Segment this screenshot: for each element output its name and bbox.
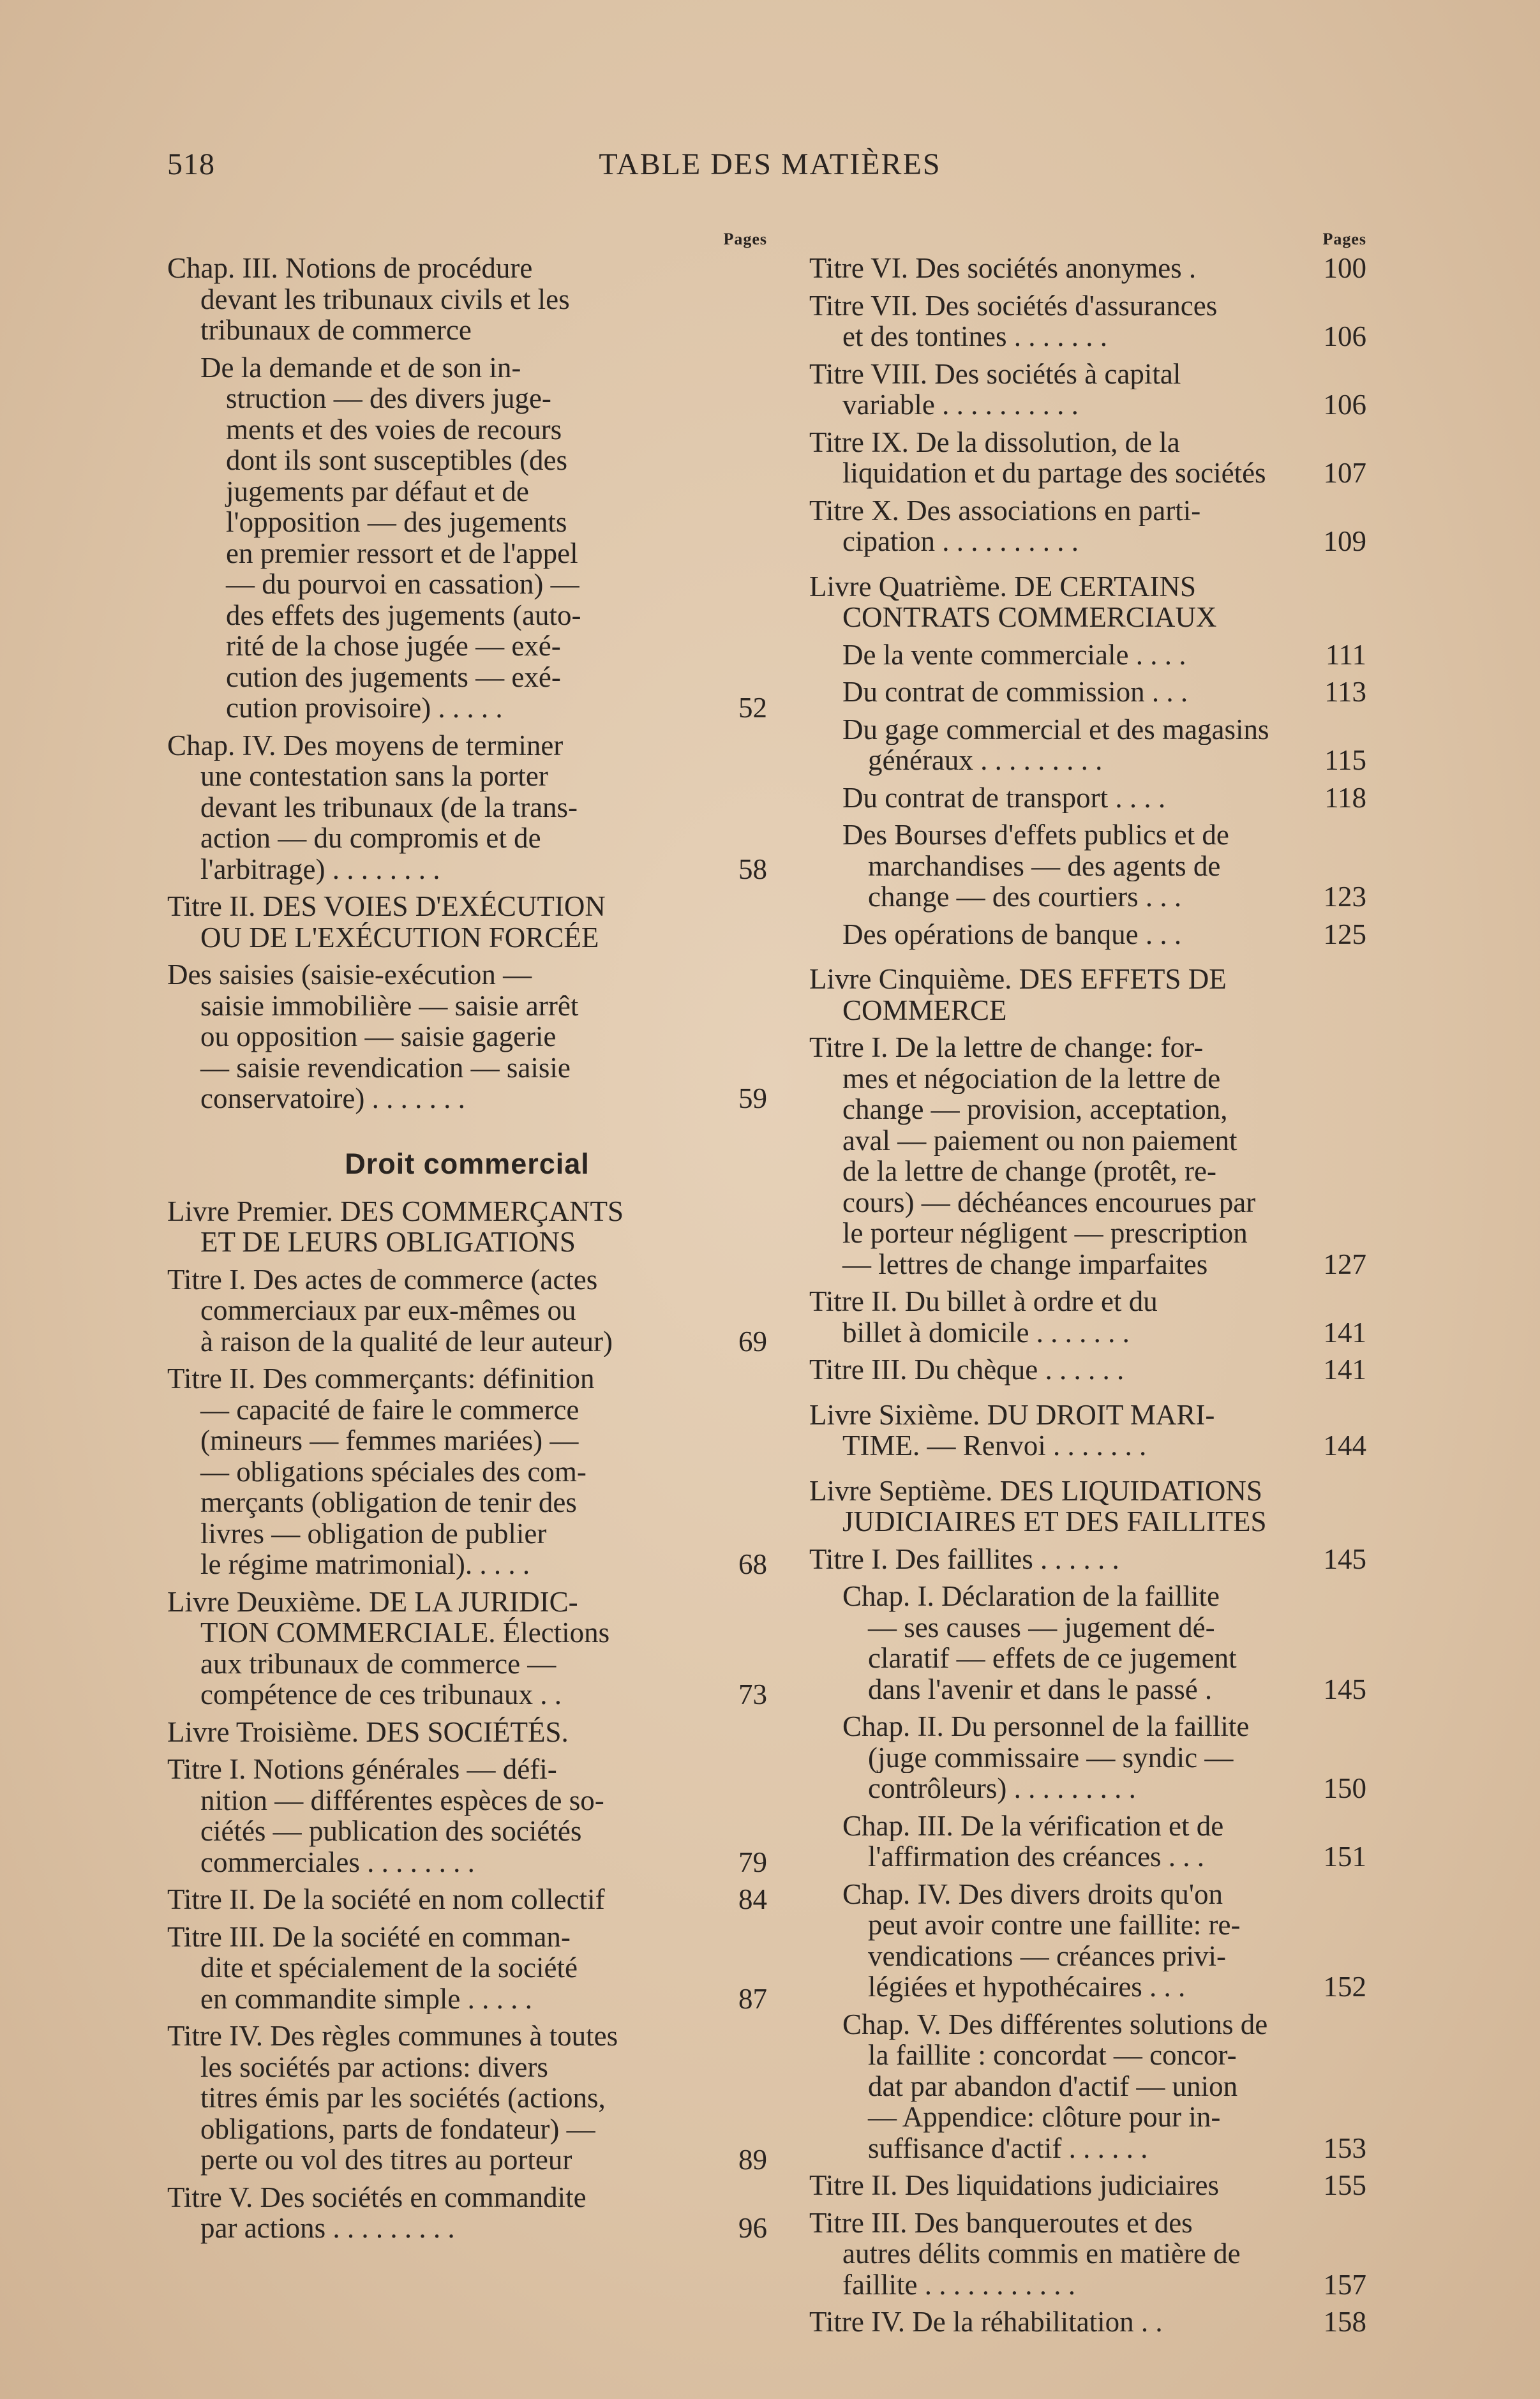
toc-entry-line: De la demande et de son in- xyxy=(200,352,521,383)
page-reference: 123 xyxy=(1323,881,1366,913)
toc-entry-line: Titre II. Des commerçants: définition xyxy=(167,1363,595,1394)
toc-entry-line: la faillite : concordat — concor- xyxy=(868,2040,1237,2071)
toc-entry-line: le régime matrimonial). . . . . xyxy=(200,1549,530,1580)
page-reference: 84 xyxy=(738,1883,767,1915)
toc-entry-line: suffisance d'actif . . . . . . xyxy=(868,2132,1148,2164)
page-reference: 115 xyxy=(1324,744,1366,776)
toc-entry-line: jugements par défaut et de xyxy=(226,475,529,507)
toc-entry-line: marchandises — des agents de xyxy=(868,850,1221,881)
toc-entry-line: Livre Cinquième. DES EFFETS DE xyxy=(809,964,1227,995)
left-column xyxy=(167,230,767,2244)
toc-entry-line: Chap. IV. Des divers droits qu'on xyxy=(842,1878,1223,1909)
toc-entry-line: devant les tribunaux civils et les xyxy=(200,283,570,315)
toc-entry xyxy=(809,427,1366,489)
page-reference: 69 xyxy=(738,1325,767,1357)
page-reference: 58 xyxy=(738,853,767,885)
toc-entry-line: Titre IV. Des règles communes à toutes xyxy=(167,2021,618,2052)
toc-entry xyxy=(809,1286,1366,1348)
toc-entry-line: rité de la chose jugée — exé- xyxy=(226,631,561,662)
toc-entry-line: change — provision, acceptation, xyxy=(842,1094,1228,1125)
toc-entry xyxy=(167,2182,767,2244)
toc-entry-line: Titre II. Du billet à ordre et du xyxy=(809,1286,1158,1317)
toc-entry-line: Titre X. Des associations en parti- xyxy=(809,495,1201,526)
toc-entry-line: les sociétés par actions: divers xyxy=(200,2051,548,2082)
toc-entry xyxy=(809,571,1366,633)
toc-entry-line: obligations, parts de fondateur) — xyxy=(200,2113,595,2144)
toc-entry xyxy=(167,1363,767,1580)
toc-entry-line: Titre III. De la société en comman- xyxy=(167,1921,571,1952)
toc-entry-line: commerciaux par eux-mêmes ou xyxy=(200,1295,576,1326)
toc-entry xyxy=(809,2306,1366,2338)
toc-entry-line: Des Bourses d'effets publics et de xyxy=(842,819,1229,851)
toc-entry-line: struction — des divers juge- xyxy=(226,383,551,414)
toc-entry-line: change — des courtiers . . . xyxy=(868,881,1182,913)
toc-entry-line: mes et négociation de la lettre de xyxy=(842,1063,1221,1094)
pages-label: Pages xyxy=(1322,230,1366,248)
toc-entry-line: titres émis par les sociétés (actions, xyxy=(200,2082,606,2114)
toc-entry-line: Livre Septième. DES LIQUIDATIONS xyxy=(809,1475,1262,1506)
page-reference: 157 xyxy=(1323,2268,1366,2301)
toc-entry-line: — obligations spéciales des com- xyxy=(200,1456,587,1487)
toc-entry-line: variable . . . . . . . . . . xyxy=(842,389,1079,421)
page-reference: 145 xyxy=(1323,1543,1366,1575)
toc-entry-line: compétence de ces tribunaux . . xyxy=(200,1679,562,1710)
toc-entry xyxy=(809,1544,1366,1575)
toc-entry-line: Livre Deuxième. DE LA JURIDIC- xyxy=(167,1586,578,1617)
toc-entry xyxy=(809,1811,1366,1872)
toc-entry-line: Titre I. Des faillites . . . . . . xyxy=(809,1543,1119,1574)
toc-entry-line: Titre VI. Des sociétés anonymes . xyxy=(809,253,1197,284)
page-reference: 73 xyxy=(738,1678,767,1710)
page-reference: 111 xyxy=(1325,638,1366,671)
toc-entry xyxy=(167,1884,767,1915)
toc-entry-line: aux tribunaux de commerce — xyxy=(200,1648,557,1679)
page-reference: 106 xyxy=(1323,389,1366,421)
toc-entry xyxy=(167,959,767,1114)
toc-entry-line: dite et spécialement de la société xyxy=(200,1952,578,1984)
toc-entry-line: dat par abandon d'actif — union xyxy=(868,2070,1238,2102)
toc-entry xyxy=(809,1476,1366,1537)
toc-entry xyxy=(809,1711,1366,1804)
page-reference: 152 xyxy=(1323,1971,1366,2003)
toc-entry-line: tribunaux de commerce xyxy=(200,315,472,346)
page-header xyxy=(0,147,1540,198)
toc-entry xyxy=(809,1400,1366,1461)
toc-entry-line: Titre I. Des actes de commerce (actes xyxy=(167,1264,598,1295)
toc-entry-line: Chap. II. Du personnel de la faillite xyxy=(842,1711,1250,1742)
page-reference: 89 xyxy=(738,2144,767,2176)
page-reference: 150 xyxy=(1323,1772,1366,1804)
toc-entry xyxy=(809,676,1366,708)
toc-entry-line: conservatoire) . . . . . . . xyxy=(200,1083,465,1114)
toc-entry-line: Titre II. Des liquidations judiciaires xyxy=(809,2170,1219,2201)
toc-entry-line: légiées et hypothécaires . . . xyxy=(868,1971,1186,2003)
page-reference: 100 xyxy=(1323,252,1366,284)
toc-entry xyxy=(167,1587,767,1710)
toc-entry-line: vendications — créances privi- xyxy=(868,1940,1227,1971)
toc-entry xyxy=(809,495,1366,557)
toc-entry-line: Chap. III. De la vérification et de xyxy=(842,1810,1224,1841)
toc-entry-line: Chap. I. Déclaration de la faillite xyxy=(842,1581,1220,1612)
toc-entry xyxy=(809,919,1366,950)
toc-entry-line: dans l'avenir et dans le passé . xyxy=(868,1673,1213,1705)
toc-entry-line: de la lettre de change (protêt, re- xyxy=(842,1156,1216,1187)
toc-entry-line: nition — différentes espèces de so- xyxy=(200,1784,604,1816)
pages-label: Pages xyxy=(723,230,767,248)
left-bottom-entries xyxy=(167,1196,767,2244)
toc-entry xyxy=(809,2208,1366,2301)
toc-entry-line: Chap. III. Notions de procédure xyxy=(167,253,533,284)
toc-entry-line: Du contrat de transport . . . . xyxy=(842,782,1166,813)
toc-entry-line: Des opérations de banque . . . xyxy=(842,918,1182,950)
toc-entry-line: — ses causes — jugement dé- xyxy=(868,1611,1215,1643)
toc-entry-line: perte ou vol des titres au porteur xyxy=(200,2144,572,2176)
toc-entry-line: devant les tribunaux (de la trans- xyxy=(200,791,578,823)
toc-entry-line: l'opposition — des jugements xyxy=(226,507,567,538)
toc-entry xyxy=(809,1581,1366,1705)
toc-entry-line: — Appendice: clôture pour in- xyxy=(868,2102,1221,2133)
page-reference: 107 xyxy=(1323,457,1366,489)
toc-entry-line: OU DE L'EXÉCUTION FORCÉE xyxy=(200,922,599,953)
toc-entry-line: liquidation et du partage des sociétés xyxy=(842,458,1266,489)
toc-entry-line: Du contrat de commission . . . xyxy=(842,676,1188,708)
toc-entry-line: par actions . . . . . . . . . xyxy=(200,2213,455,2244)
toc-entry xyxy=(167,1196,767,1258)
toc-entry-line: Titre III. Des banqueroutes et des xyxy=(809,2207,1193,2238)
page-reference: 68 xyxy=(738,1548,767,1580)
toc-entry-line: merçants (obligation de tenir des xyxy=(200,1487,577,1518)
toc-entry xyxy=(167,1717,767,1748)
toc-entry-line: Titre I. De la lettre de change: for- xyxy=(809,1032,1204,1063)
page-reference: 96 xyxy=(738,2212,767,2244)
page-reference: 52 xyxy=(738,692,767,724)
right-entries xyxy=(809,253,1366,2338)
page-reference: 155 xyxy=(1323,2169,1366,2201)
page-reference: 151 xyxy=(1323,1841,1366,1872)
section-heading: Droit commercial xyxy=(345,1147,590,1180)
toc-entry xyxy=(167,352,767,724)
toc-entry-line: claratif — effets de ce jugement xyxy=(868,1643,1237,1674)
toc-entry-line: Titre VIII. Des sociétés à capital xyxy=(809,358,1181,389)
page-reference: 113 xyxy=(1324,676,1366,708)
toc-entry-line: Titre III. Du chèque . . . . . . xyxy=(809,1354,1125,1386)
toc-entry xyxy=(809,253,1366,284)
page-reference: 158 xyxy=(1323,2306,1366,2338)
toc-entry-line: Titre V. Des sociétés en commandite xyxy=(167,2181,587,2213)
toc-entry xyxy=(809,1354,1366,1386)
toc-entry-line: Titre IV. De la réhabilitation . . xyxy=(809,2306,1163,2338)
page-reference: 127 xyxy=(1323,1248,1366,1280)
page-reference: 145 xyxy=(1323,1673,1366,1705)
toc-entry-line: ments et des voies de recours xyxy=(226,414,562,445)
toc-entry-line: Titre IX. De la dissolution, de la xyxy=(809,426,1180,458)
toc-entry-line: ou opposition — saisie gagerie xyxy=(200,1021,557,1052)
toc-entry-line: Livre Quatrième. DE CERTAINS xyxy=(809,571,1197,602)
toc-entry-line: généraux . . . . . . . . . xyxy=(868,745,1103,776)
toc-entry-line: (juge commissaire — syndic — xyxy=(868,1742,1234,1773)
toc-entry-line: billet à domicile . . . . . . . xyxy=(842,1317,1130,1348)
toc-entry-line: cution provisoire) . . . . . xyxy=(226,692,503,724)
toc-entry-line: une contestation sans la porter xyxy=(200,761,548,792)
toc-entry-line: Du gage commercial et des magasins xyxy=(842,714,1269,745)
toc-entry-line: Livre Sixième. DU DROIT MARI- xyxy=(809,1399,1215,1430)
toc-entry-line: Chap. V. Des différentes solutions de xyxy=(842,2008,1268,2040)
toc-entry-line: cours) — déchéances encourues par xyxy=(842,1186,1256,1218)
toc-entry xyxy=(167,253,767,346)
toc-entry-line: COMMERCE xyxy=(842,994,1007,1026)
page-reference: 106 xyxy=(1323,320,1366,352)
page-reference: 118 xyxy=(1324,781,1366,814)
toc-entry xyxy=(809,964,1366,1026)
toc-entry xyxy=(809,639,1366,671)
page-reference: 125 xyxy=(1323,918,1366,950)
toc-entry-line: contrôleurs) . . . . . . . . . xyxy=(868,1773,1136,1804)
toc-entry xyxy=(167,1264,767,1357)
page-reference: 79 xyxy=(738,1846,767,1878)
toc-entry-line: (mineurs — femmes mariées) — xyxy=(200,1425,579,1456)
toc-entry-line: en premier ressort et de l'appel xyxy=(226,537,578,569)
toc-entry xyxy=(167,1922,767,2015)
toc-entry-line: des effets des jugements (auto- xyxy=(226,599,581,631)
right-column xyxy=(809,230,1366,2338)
toc-entry-line: CONTRATS COMMERCIAUX xyxy=(842,602,1217,633)
toc-entry-line: à raison de la qualité de leur auteur) xyxy=(200,1326,613,1357)
toc-entry-line: l'affirmation des créances . . . xyxy=(868,1841,1205,1872)
page-number: 518 xyxy=(167,147,215,181)
toc-entry-line: ciétés — publication des sociétés xyxy=(200,1816,582,1847)
toc-entry-line: — capacité de faire le commerce xyxy=(200,1394,579,1425)
left-top-entries xyxy=(167,253,767,1114)
toc-entry xyxy=(167,730,767,885)
toc-entry-line: cipation . . . . . . . . . . xyxy=(842,526,1079,557)
page-reference: 87 xyxy=(738,1982,767,2015)
toc-entry-line: JUDICIAIRES ET DES FAILLITES xyxy=(842,1506,1267,1537)
toc-entry-line: Titre II. DES VOIES D'EXÉCUTION xyxy=(167,891,606,922)
toc-entry-line: — saisie revendication — saisie xyxy=(200,1052,571,1083)
toc-entry xyxy=(809,2170,1366,2201)
toc-entry-line: livres — obligation de publier xyxy=(200,1518,547,1549)
page-reference: 59 xyxy=(738,1082,767,1114)
toc-entry-line: — lettres de change imparfaites xyxy=(842,1248,1208,1280)
toc-entry xyxy=(809,1032,1366,1280)
toc-entry-line: De la vente commerciale . . . . xyxy=(842,639,1186,670)
toc-entry xyxy=(167,2021,767,2176)
toc-entry-line: Livre Premier. DES COMMERÇANTS xyxy=(167,1195,624,1227)
toc-entry-line: en commandite simple . . . . . xyxy=(200,1983,532,2014)
toc-entry xyxy=(809,782,1366,814)
toc-entry-line: action — du compromis et de xyxy=(200,823,541,854)
toc-entry-line: le porteur négligent — prescription xyxy=(842,1218,1248,1249)
toc-entry xyxy=(809,1879,1366,2003)
toc-entry-line: Titre VII. Des sociétés d'assurances xyxy=(809,290,1218,321)
toc-entry-line: Titre I. Notions générales — défi- xyxy=(167,1754,557,1785)
toc-entry-line: TION COMMERCIALE. Élections xyxy=(200,1617,610,1648)
toc-entry-line: et des tontines . . . . . . . xyxy=(842,321,1107,352)
toc-entry-line: aval — paiement ou non paiement xyxy=(842,1125,1237,1156)
toc-entry xyxy=(809,290,1366,352)
toc-entry-line: Chap. IV. Des moyens de terminer xyxy=(167,729,564,761)
toc-entry-line: faillite . . . . . . . . . . . xyxy=(842,2269,1075,2300)
toc-entry-line: ET DE LEURS OBLIGATIONS xyxy=(200,1227,576,1258)
toc-entry xyxy=(809,2009,1366,2164)
toc-entry-line: Des saisies (saisie-exécution — xyxy=(167,959,532,990)
toc-entry-line: l'arbitrage) . . . . . . . . xyxy=(200,853,440,885)
toc-entry-line: TIME. — Renvoi . . . . . . . xyxy=(842,1430,1147,1461)
toc-entry-line: Titre II. De la société en nom collectif xyxy=(167,1884,605,1915)
toc-entry-line: peut avoir contre une faillite: re- xyxy=(868,1909,1241,1941)
toc-entry-line: commerciales . . . . . . . . xyxy=(200,1846,475,1878)
page-reference: 141 xyxy=(1323,1354,1366,1386)
toc-entry xyxy=(809,359,1366,421)
page-reference: 141 xyxy=(1323,1316,1366,1349)
toc-entry xyxy=(809,819,1366,913)
page-reference: 109 xyxy=(1323,525,1366,557)
toc-entry-line: dont ils sont susceptibles (des xyxy=(226,445,567,476)
page-reference: 144 xyxy=(1323,1430,1366,1461)
running-title: TABLE DES MATIÈRES xyxy=(599,147,941,181)
toc-entry xyxy=(809,714,1366,776)
toc-entry xyxy=(167,1754,767,1878)
toc-entry-line: saisie immobilière — saisie arrêt xyxy=(200,990,579,1021)
page-reference: 153 xyxy=(1323,2132,1366,2164)
toc-entry-line: Livre Troisième. DES SOCIÉTÉS. xyxy=(167,1716,569,1747)
toc-entry xyxy=(167,891,767,953)
toc-entry-line: cution des jugements — exé- xyxy=(226,661,561,692)
toc-entry-line: autres délits commis en matière de xyxy=(842,2238,1241,2269)
toc-entry-line: — du pourvoi en cassation) — xyxy=(226,569,579,600)
